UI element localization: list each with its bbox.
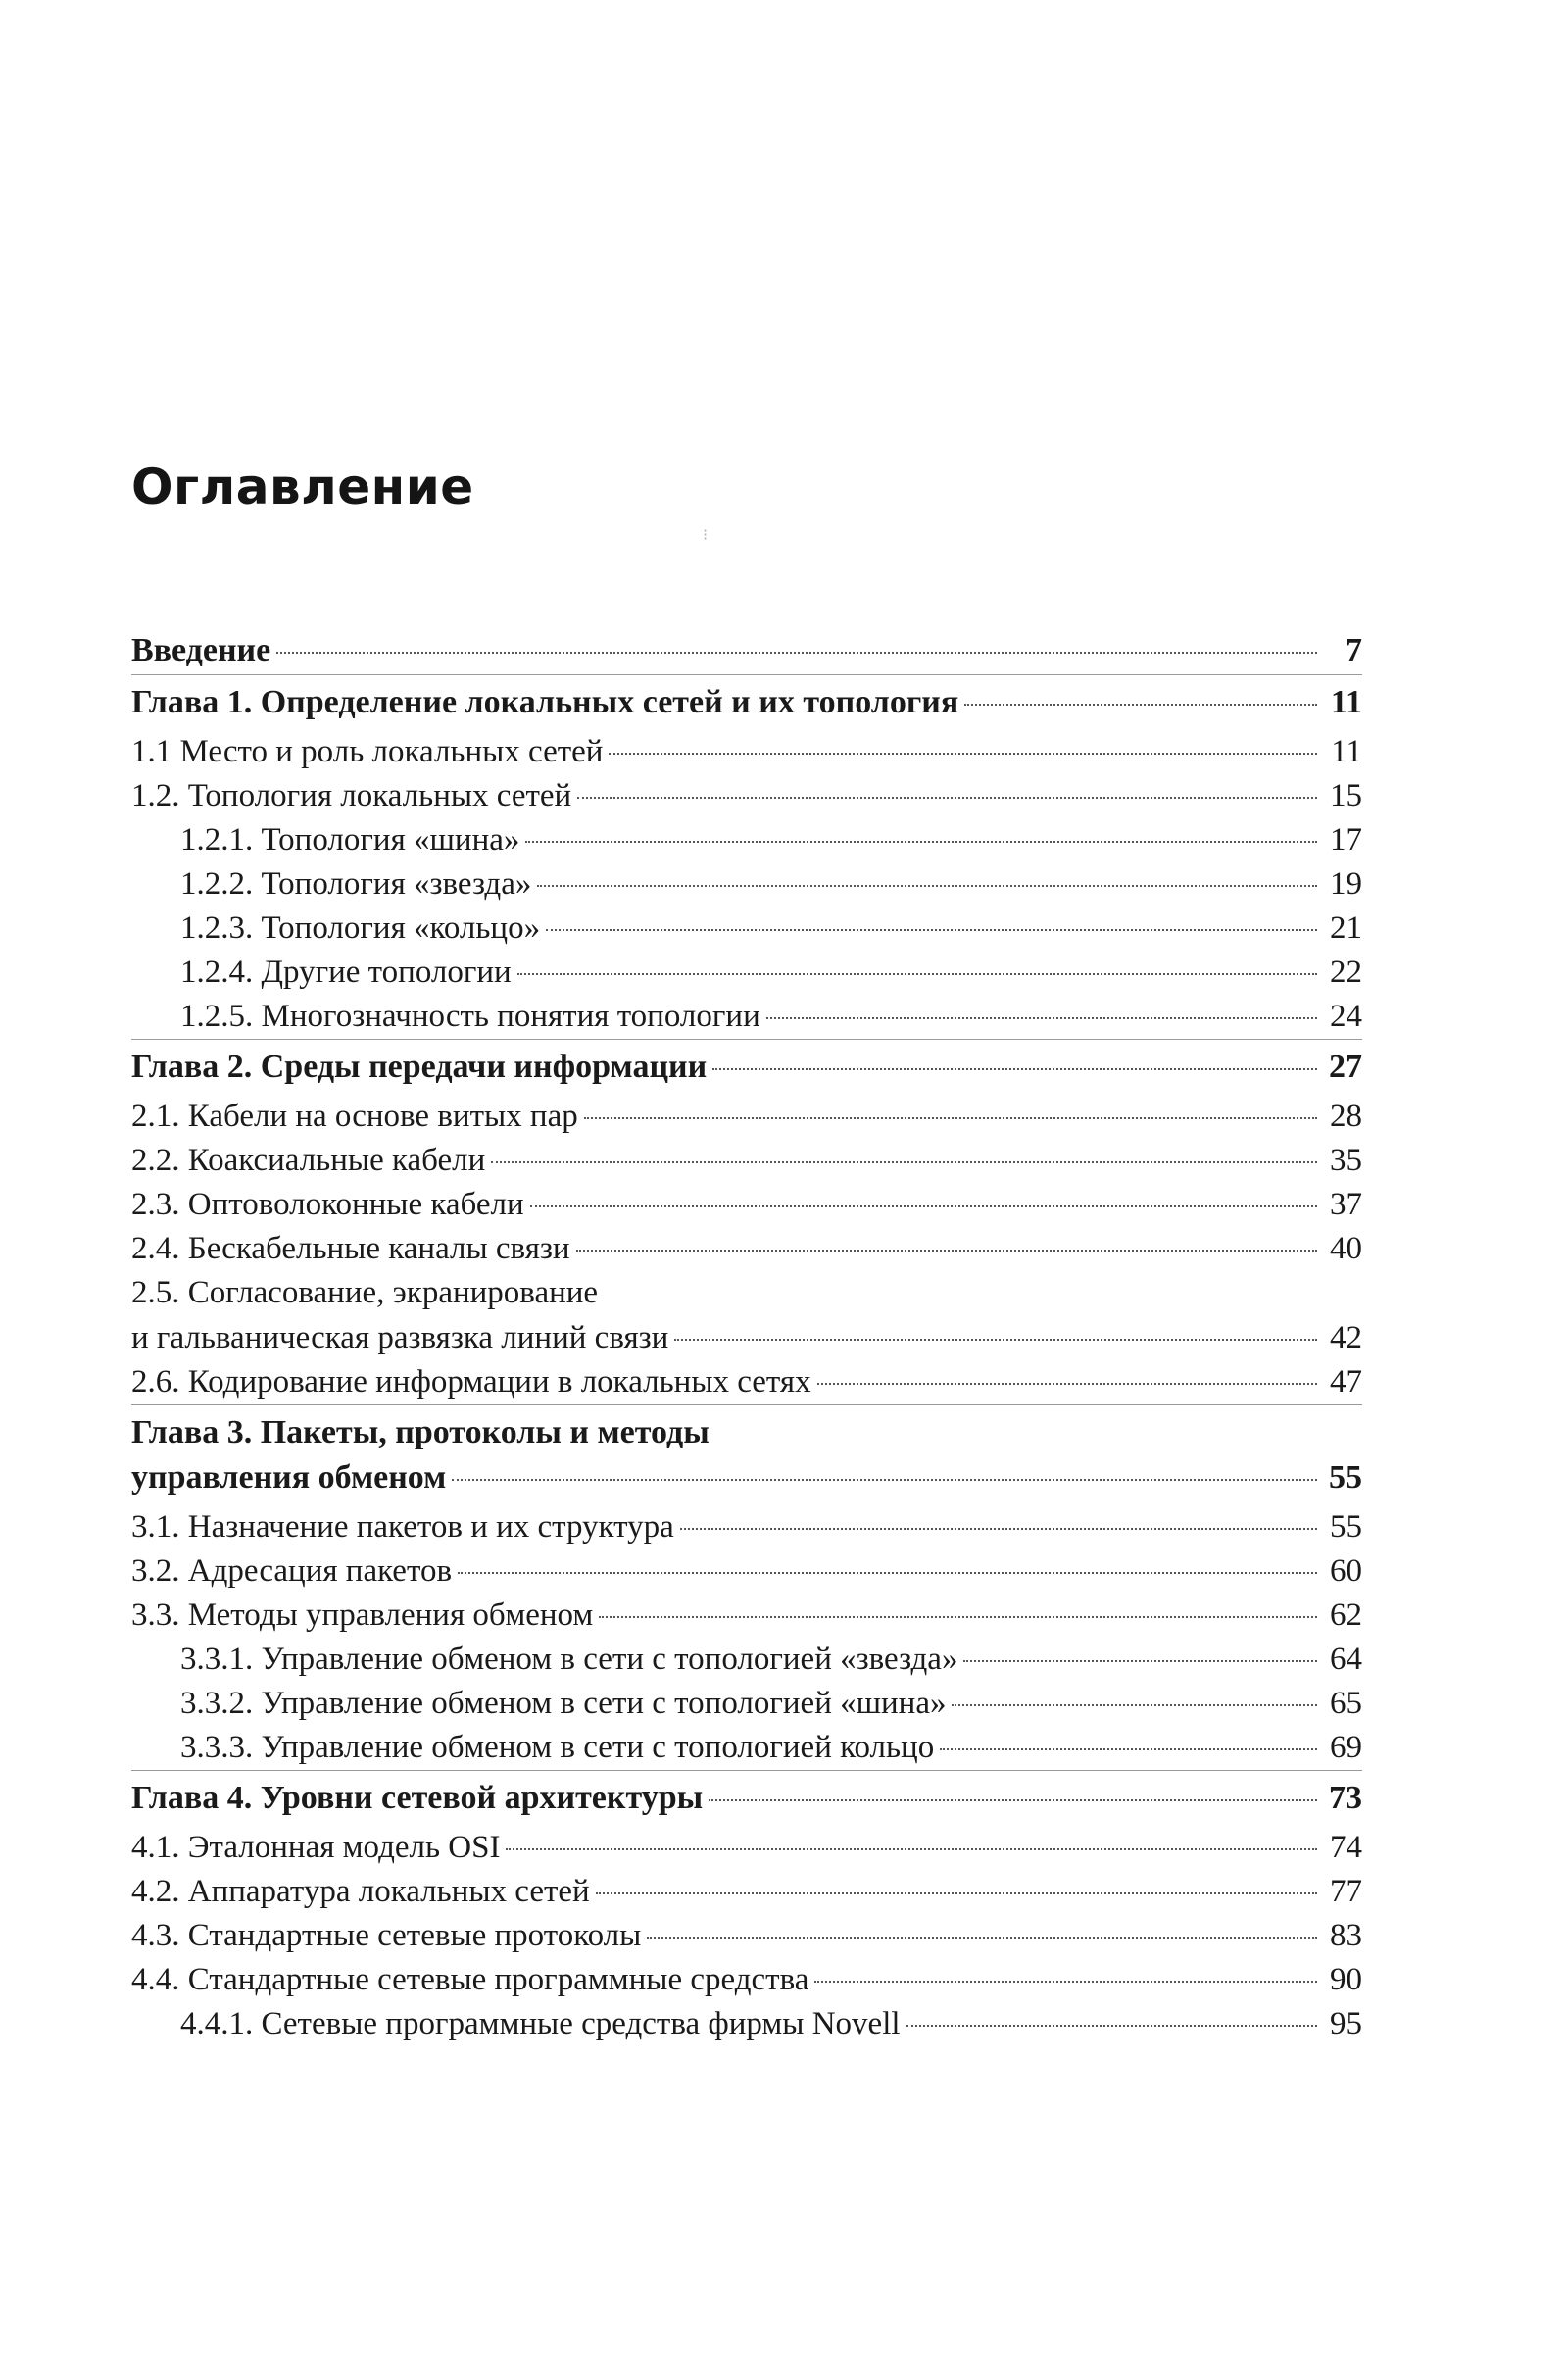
toc-entry-chapter-3-line-1[interactable] <box>131 1404 1362 1450</box>
toc-page-number: 24 <box>1330 999 1362 1034</box>
toc-entry-section[interactable] <box>131 1549 1362 1594</box>
toc-entry-title: 1.2.3. Топология «кольцо» <box>180 910 541 946</box>
toc-entry-title: 4.3. Стандартные сетевые протоколы <box>131 1918 642 1953</box>
toc-entry-title-continuation: и гальваническая развязка линий связи <box>131 1320 669 1355</box>
toc-entry-title: 3.3. Методы управления обменом <box>131 1597 594 1633</box>
toc-dot-leader <box>491 1161 1317 1163</box>
toc-entry-section[interactable] <box>131 774 1362 818</box>
toc-entry-section[interactable] <box>131 1183 1362 1227</box>
toc-entry-title: 1.2.4. Другие топологии <box>180 955 512 990</box>
toc-entry-section[interactable] <box>131 1594 1362 1638</box>
toc-dot-leader <box>647 1937 1317 1939</box>
toc-entry-title: 1.1 Место и роль локальных сетей <box>131 734 604 769</box>
toc-entry-subsection[interactable] <box>131 2002 1362 2046</box>
toc-entry-title: 1.2.1. Топология «шина» <box>180 822 520 858</box>
toc-page-number: 19 <box>1330 866 1362 902</box>
toc-entry-title: 2.2. Коаксиальные кабели <box>131 1143 486 1178</box>
toc-page-number: 73 <box>1329 1780 1362 1816</box>
toc-page-number: 7 <box>1346 632 1362 668</box>
toc-page-number: 11 <box>1330 684 1362 720</box>
toc-dot-leader <box>906 2025 1317 2027</box>
toc-entry-section-line-1[interactable] <box>131 1271 1362 1316</box>
toc-entry-title: 3.3.2. Управление обменом в сети с топологией «шина» <box>180 1686 947 1721</box>
toc-entry-title: 2.3. Оптоволоконные кабели <box>131 1187 524 1222</box>
toc-entry-title: 1.2. Топология локальных сетей <box>131 778 572 813</box>
toc-dot-leader <box>577 797 1317 799</box>
toc-entry-subsection[interactable] <box>131 1638 1362 1682</box>
toc-page-number: 11 <box>1331 734 1362 769</box>
toc-page-number: 28 <box>1330 1099 1362 1134</box>
toc-entry-section[interactable] <box>131 1958 1362 2002</box>
toc-dot-leader <box>709 1799 1317 1801</box>
toc-page-number: 62 <box>1330 1597 1362 1633</box>
toc-dot-leader <box>817 1383 1317 1385</box>
toc-entry-section[interactable] <box>131 1870 1362 1914</box>
toc-dot-leader <box>525 841 1317 843</box>
toc-entry-title: 2.5. Согласование, экранирование <box>131 1275 599 1310</box>
toc-entry-title: Глава 2. Среды передачи информации <box>131 1049 708 1085</box>
toc-entry-title: 2.4. Бескабельные каналы связи <box>131 1231 570 1266</box>
toc-entry-section[interactable] <box>131 1139 1362 1183</box>
toc-dot-leader <box>674 1339 1317 1341</box>
toc-entry-title: 2.1. Кабели на основе витых пар <box>131 1099 578 1134</box>
toc-page-number: 83 <box>1330 1918 1362 1953</box>
toc-dot-leader <box>814 1981 1317 1983</box>
toc-page-number: 35 <box>1330 1143 1362 1178</box>
toc-dot-leader <box>609 753 1317 755</box>
toc-entry-title: 3.2. Адресация пакетов <box>131 1553 453 1589</box>
toc-page-number: 47 <box>1330 1364 1362 1399</box>
toc-entry-section[interactable] <box>131 1914 1362 1958</box>
toc-page-number: 77 <box>1330 1874 1362 1909</box>
toc-dot-leader <box>530 1205 1317 1207</box>
toc-entry-title: 4.2. Аппаратура локальных сетей <box>131 1874 590 1909</box>
toc-entry-section-line-2[interactable] <box>131 1316 1362 1360</box>
toc-entry-subsection[interactable] <box>131 1726 1362 1770</box>
toc-dot-leader <box>680 1528 1317 1530</box>
toc-page-number: 42 <box>1330 1320 1362 1355</box>
toc-entry-chapter-2[interactable] <box>131 1039 1362 1095</box>
toc-page-number: 17 <box>1330 822 1362 858</box>
toc-entry-section[interactable] <box>131 1505 1362 1549</box>
toc-entry-title: 4.1. Эталонная модель OSI <box>131 1830 501 1865</box>
toc-entry-chapter-4[interactable] <box>131 1770 1362 1826</box>
toc-entry-title: Глава 1. Определение локальных сетей и их топология <box>131 684 959 720</box>
toc-dot-leader <box>276 652 1317 654</box>
toc-entry-subsection[interactable] <box>131 1682 1362 1726</box>
toc-entry-section[interactable] <box>131 730 1362 774</box>
toc-dot-leader <box>452 1479 1317 1481</box>
toc-page-number: 90 <box>1330 1962 1362 1997</box>
toc-page-number: 55 <box>1329 1459 1362 1496</box>
toc-dot-leader <box>537 885 1317 887</box>
toc-entry-subsection[interactable] <box>131 995 1362 1039</box>
toc-page-number: 37 <box>1330 1187 1362 1222</box>
toc-dot-leader <box>546 929 1317 931</box>
toc-entry-title: 4.4. Стандартные сетевые программные средства <box>131 1962 809 1997</box>
toc-dot-leader <box>599 1616 1317 1618</box>
toc-entry-introduction[interactable] <box>131 627 1362 674</box>
toc-entry-title: 2.6. Кодирование информации в локальных сетях <box>131 1364 811 1399</box>
toc-dot-leader <box>712 1068 1317 1070</box>
toc-entry-chapter-3-line-2[interactable] <box>131 1450 1362 1505</box>
toc-entry-section[interactable] <box>131 1360 1362 1404</box>
scan-speck: ⁝ <box>703 525 709 544</box>
toc-dot-leader <box>964 704 1317 706</box>
toc-dot-leader <box>940 1748 1317 1750</box>
toc-dot-leader <box>952 1704 1317 1706</box>
toc-entry-title: 4.4.1. Сетевые программные средства фирмы Novell <box>180 2006 901 2041</box>
toc-entry-title: 1.2.2. Топология «звезда» <box>180 866 532 902</box>
toc-entry-section[interactable] <box>131 1227 1362 1271</box>
toc-page-number: 74 <box>1330 1830 1362 1865</box>
toc-dot-leader <box>517 973 1317 975</box>
toc-page-number: 95 <box>1330 2006 1362 2041</box>
toc-entry-title: 3.3.1. Управление обменом в сети с топологией «звезда» <box>180 1642 958 1677</box>
toc-entry-title-continuation: управления обменом <box>131 1459 447 1496</box>
toc-dot-leader <box>576 1250 1317 1252</box>
toc-dot-leader <box>584 1117 1317 1119</box>
toc-dot-leader <box>596 1892 1317 1894</box>
toc-entry-title: 3.3.3. Управление обменом в сети с топологией кольцо <box>180 1730 935 1765</box>
toc-entry-subsection[interactable] <box>131 951 1362 995</box>
page-title: Оглавление <box>131 459 474 515</box>
toc-dot-leader <box>506 1848 1317 1850</box>
toc-page-number: 21 <box>1330 910 1362 946</box>
toc-entry-section[interactable] <box>131 1826 1362 1870</box>
toc-entry-subsection[interactable] <box>131 862 1362 907</box>
table-of-contents <box>131 627 1362 2046</box>
toc-dot-leader <box>766 1017 1317 1019</box>
toc-page-number: 55 <box>1330 1509 1362 1545</box>
toc-entry-chapter-1[interactable] <box>131 674 1362 730</box>
toc-page-number: 40 <box>1330 1231 1362 1266</box>
toc-page-number: 15 <box>1330 778 1362 813</box>
toc-page-number: 27 <box>1329 1049 1362 1085</box>
toc-page-number: 60 <box>1330 1553 1362 1589</box>
toc-entry-title: Глава 4. Уровни сетевой архитектуры <box>131 1780 704 1816</box>
toc-entry-title: Глава 3. Пакеты, протоколы и методы <box>131 1414 710 1450</box>
toc-page-number: 64 <box>1330 1642 1362 1677</box>
toc-entry-subsection[interactable] <box>131 818 1362 862</box>
toc-entry-section[interactable] <box>131 1095 1362 1139</box>
toc-dot-leader <box>458 1572 1317 1574</box>
toc-page-number: 69 <box>1330 1730 1362 1765</box>
toc-entry-title: 1.2.5. Многозначность понятия топологии <box>180 999 760 1034</box>
toc-entry-subsection[interactable] <box>131 907 1362 951</box>
toc-page-number: 22 <box>1330 955 1362 990</box>
toc-dot-leader <box>963 1660 1317 1662</box>
toc-entry-title: Введение <box>131 632 271 668</box>
toc-entry-title: 3.1. Назначение пакетов и их структура <box>131 1509 674 1545</box>
toc-page-number: 65 <box>1330 1686 1362 1721</box>
